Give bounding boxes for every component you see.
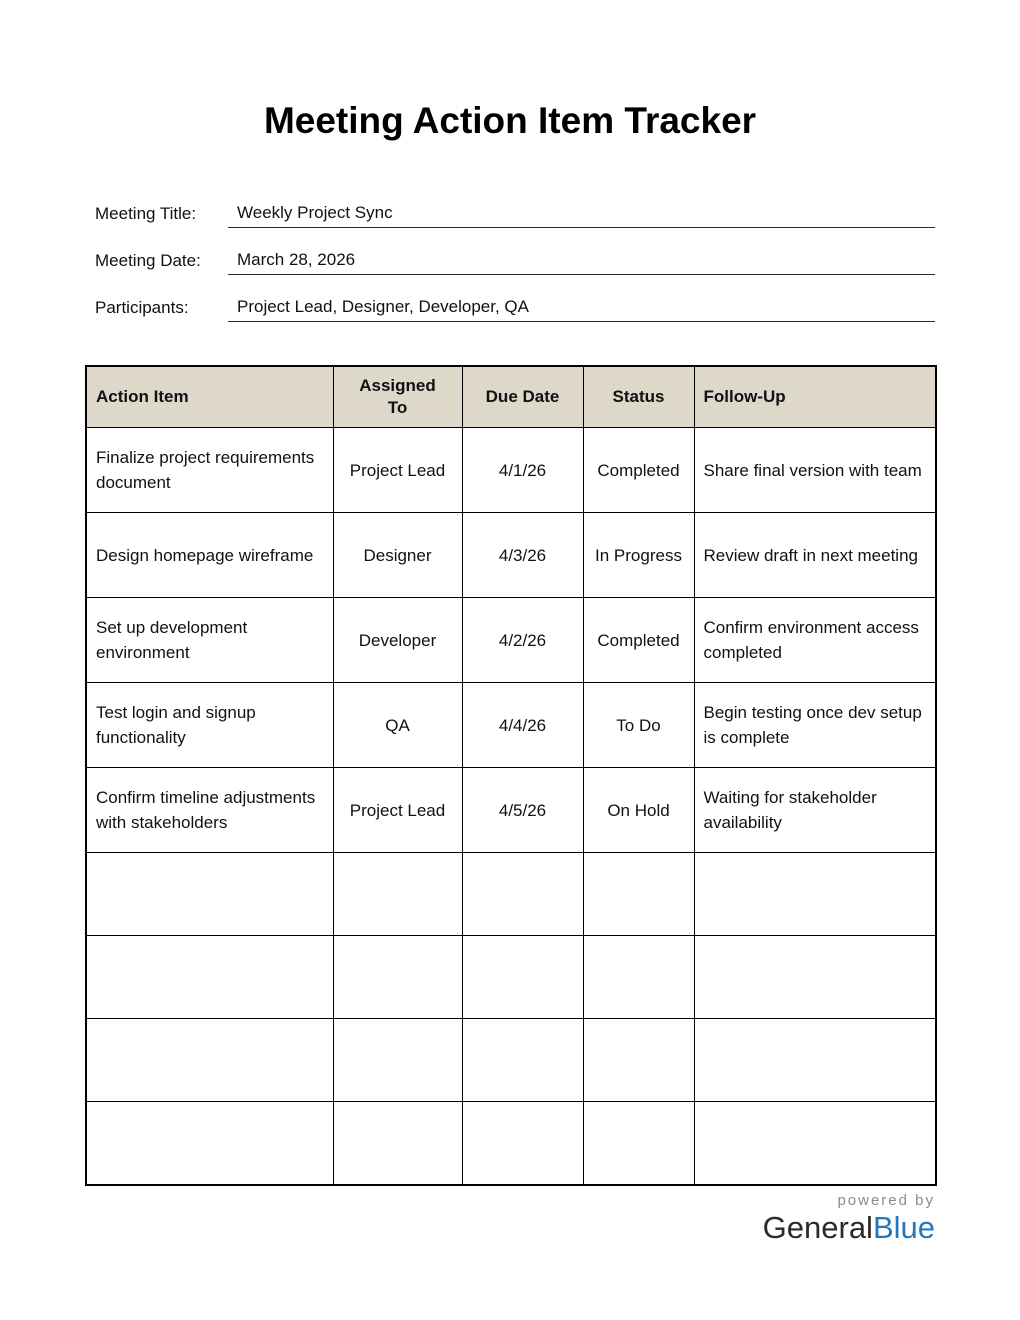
participants-label: Participants: <box>95 298 189 317</box>
empty-cell <box>462 853 583 936</box>
table-row <box>86 768 936 853</box>
cell-status: In Progress <box>583 513 694 598</box>
cell-follow-up: Waiting for stakeholder availability <box>694 768 936 853</box>
cell-due-date: 4/4/26 <box>462 683 583 768</box>
meta-field-row <box>95 202 935 228</box>
cell-assigned-to: Developer <box>333 598 462 683</box>
empty-cell <box>462 1102 583 1186</box>
action-items-table <box>85 365 937 1186</box>
cell-assigned-to: Project Lead <box>333 428 462 513</box>
cell-due-date: 4/5/26 <box>462 768 583 853</box>
empty-cell <box>333 1019 462 1102</box>
empty-table-row <box>86 1102 936 1186</box>
cell-status: Completed <box>583 428 694 513</box>
table-row <box>86 683 936 768</box>
empty-cell <box>462 1019 583 1102</box>
meta-field-row <box>95 249 935 275</box>
cell-follow-up: Begin testing once dev setup is complete <box>694 683 936 768</box>
cell-status: On Hold <box>583 768 694 853</box>
cell-action-item: Design homepage wireframe <box>86 513 333 598</box>
powered-by-label: powered by <box>837 1192 935 1209</box>
empty-cell <box>86 853 333 936</box>
column-header-follow-up: Follow-Up <box>694 366 936 428</box>
empty-cell <box>583 853 694 936</box>
cell-assigned-to: Project Lead <box>333 768 462 853</box>
column-header-action-item: Action Item <box>86 366 333 428</box>
empty-cell <box>694 853 936 936</box>
empty-cell <box>583 1019 694 1102</box>
meeting-date-label: Meeting Date: <box>95 251 201 270</box>
cell-action-item: Set up development environment <box>86 598 333 683</box>
empty-cell <box>583 1102 694 1186</box>
empty-table-row <box>86 1019 936 1102</box>
brand-wordmark <box>763 1210 935 1246</box>
empty-cell <box>694 1019 936 1102</box>
cell-status: To Do <box>583 683 694 768</box>
column-header-assigned-to: Assigned To <box>333 366 462 428</box>
cell-action-item: Confirm timeline adjustments with stakeholders <box>86 768 333 853</box>
table-header-row <box>86 366 936 428</box>
empty-cell <box>86 936 333 1019</box>
page-title: Meeting Action Item Tracker <box>263 100 757 141</box>
logo-blue-text: Blue <box>872 1210 935 1245</box>
empty-cell <box>462 936 583 1019</box>
empty-cell <box>86 1102 333 1186</box>
empty-cell <box>333 853 462 936</box>
cell-due-date: 4/3/26 <box>462 513 583 598</box>
column-header-due-date: Due Date <box>462 366 583 428</box>
empty-table-row <box>86 853 936 936</box>
column-header-status: Status <box>583 366 694 428</box>
meta-section <box>95 202 935 322</box>
meeting-title-label: Meeting Title: <box>95 204 197 223</box>
empty-table-row <box>86 936 936 1019</box>
participants-value: Project Lead, Designer, Developer, QA <box>228 296 935 322</box>
empty-cell <box>694 1102 936 1186</box>
empty-cell <box>86 1019 333 1102</box>
logo-general-text: General <box>762 1210 873 1245</box>
cell-action-item: Finalize project requirements document <box>86 428 333 513</box>
cell-follow-up: Confirm environment access completed <box>694 598 936 683</box>
meeting-title-value: Weekly Project Sync <box>228 202 935 228</box>
cell-follow-up: Share final version with team <box>694 428 936 513</box>
meta-field-row <box>95 296 935 322</box>
table-row <box>86 513 936 598</box>
cell-status: Completed <box>583 598 694 683</box>
table-row <box>86 428 936 513</box>
cell-due-date: 4/1/26 <box>462 428 583 513</box>
cell-assigned-to: QA <box>333 683 462 768</box>
empty-cell <box>333 936 462 1019</box>
table-row <box>86 598 936 683</box>
cell-action-item: Test login and signup functionality <box>86 683 333 768</box>
meeting-date-value: March 28, 2026 <box>228 249 935 275</box>
empty-cell <box>333 1102 462 1186</box>
cell-due-date: 4/2/26 <box>462 598 583 683</box>
generalblue-logo <box>763 1192 935 1246</box>
cell-follow-up: Review draft in next meeting <box>694 513 936 598</box>
cell-assigned-to: Designer <box>333 513 462 598</box>
empty-cell <box>583 936 694 1019</box>
empty-cell <box>694 936 936 1019</box>
